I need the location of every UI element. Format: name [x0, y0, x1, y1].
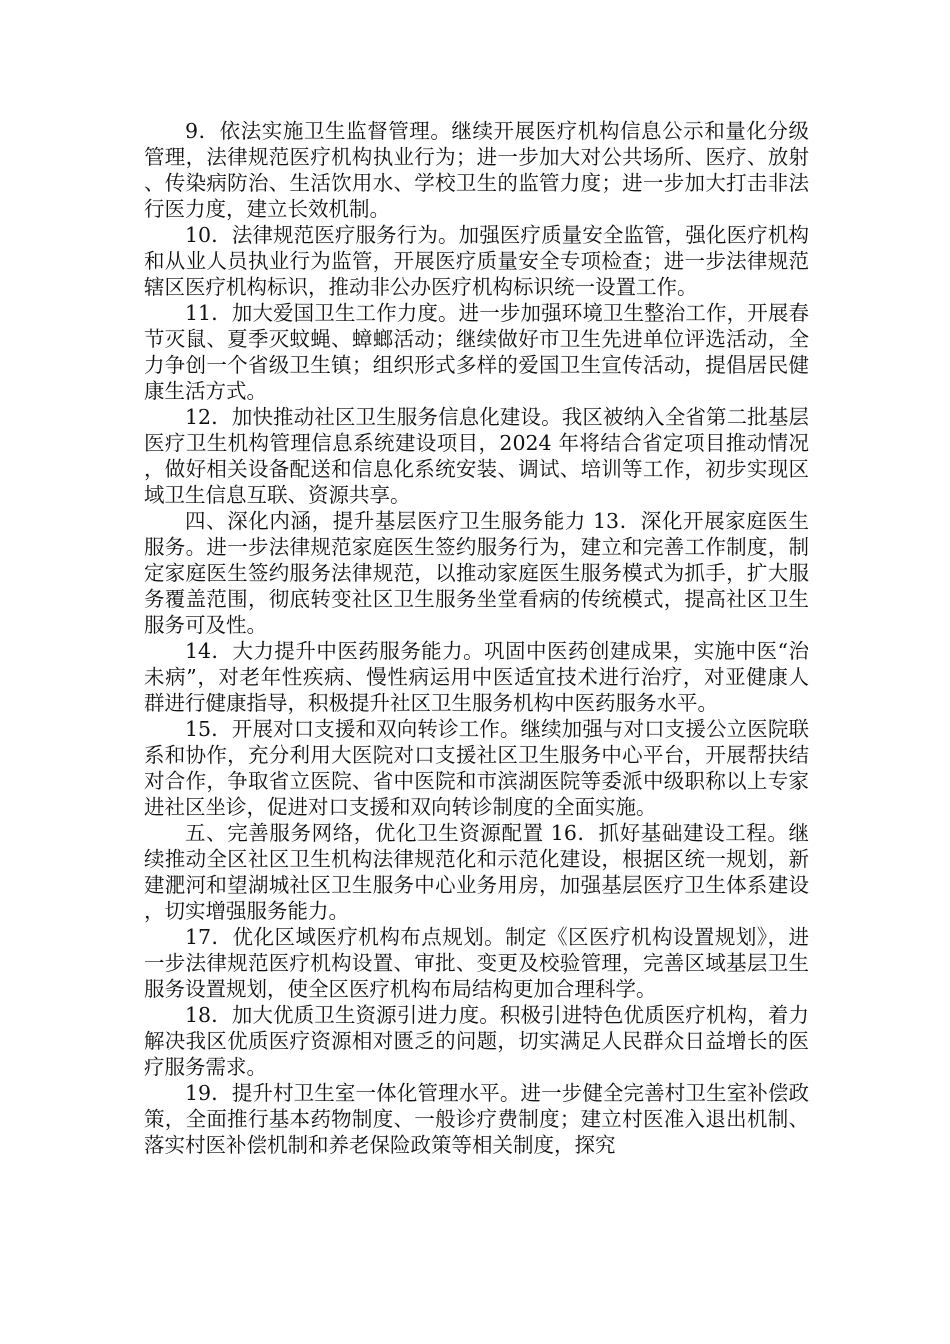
paragraph-item-12: 12．加快推动社区卫生服务信息化建设。我区被纳入全省第二批基层医疗卫生机构管理信息系统建设项目，2024 年将结合省定项目推动情况，做好相关设备配送和信息化系统安装、调试、培训等工作，初步实现区域卫生信息互联、资源共享。 [144, 405, 809, 507]
paragraph-item-18: 18．加大优质卫生资源引进力度。积极引进特色优质医疗机构，着力解决我区优质医疗资源相对匮乏的问题，切实满足人民群众日益增长的医疗服务需求。 [144, 1003, 809, 1079]
paragraph-section-4-item-13: 四、深化内涵，提升基层医疗卫生服务能力 13．深化开展家庭医生服务。进一步法律规范家庭医生签约服务行为，建立和完善工作制度，制定家庭医生签约服务法律规范，以推动家庭医生服务模式为抓手，扩大服务覆盖范围，彻底转变社区卫生服务坐堂看病的传统模式，提高社区卫生服务可及性。 [144, 509, 809, 637]
document-page [144, 118, 809, 1158]
paragraph-item-17: 17．优化区域医疗机构布点规划。制定《区医疗机构设置规划》，进一步法律规范医疗机构设置、审批、变更及校验管理，完善区域基层卫生服务设置规划，使全区医疗机构布局结构更加合理科学。 [144, 925, 809, 1001]
paragraph-item-11: 11．加大爱国卫生工作力度。进一步加强环境卫生整治工作，开展春节灭鼠、夏季灭蚊蝇、蟑螂活动；继续做好市卫生先进单位评选活动，全力争创一个省级卫生镇；组织形式多样的爱国卫生宣传活动，提倡居民健康生活方式。 [144, 301, 809, 403]
paragraph-item-14: 14．大力提升中医药服务能力。巩固中医药创建成果，实施中医“治未病”，对老年性疾病、慢性病运用中医适宜技术进行治疗，对亚健康人群进行健康指导，积极提升社区卫生服务机构中医药服务水平。 [144, 639, 809, 715]
paragraph-item-10: 10．法律规范医疗服务行为。加强医疗质量安全监管，强化医疗机构和从业人员执业行为监管，开展医疗质量安全专项检查；进一步法律规范辖区医疗机构标识，推动非公办医疗机构标识统一设置工作。 [144, 223, 809, 299]
paragraph-item-19: 19．提升村卫生室一体化管理水平。进一步健全完善村卫生室补偿政策，全面推行基本药物制度、一般诊疗费制度；建立村医准入退出机制、落实村医补偿机制和养老保险政策等相关制度，探究 [144, 1081, 809, 1157]
paragraph-item-15: 15．开展对口支援和双向转诊工作。继续加强与对口支援公立医院联系和协作，充分利用大医院对口支援社区卫生服务中心平台，开展帮扶结对合作，争取省立医院、省中医院和市滨湖医院等委派中级职称以上专家进社区坐诊，促进对口支援和双向转诊制度的全面实施。 [144, 717, 809, 819]
paragraph-item-9: 9．依法实施卫生监督管理。继续开展医疗机构信息公示和量化分级管理，法律规范医疗机构执业行为；进一步加大对公共场所、医疗、放射、传染病防治、生活饮用水、学校卫生的监管力度；进一步加大打击非法行医力度，建立长效机制。 [144, 119, 809, 221]
paragraph-section-5-item-16: 五、完善服务网络，优化卫生资源配置 16．抓好基础建设工程。继续推动全区社区卫生机构法律规范化和示范化建设，根据区统一规划，新建淝河和望湖城社区卫生服务中心业务用房，加强基层医疗卫生体系建设，切实增强服务能力。 [144, 821, 809, 923]
